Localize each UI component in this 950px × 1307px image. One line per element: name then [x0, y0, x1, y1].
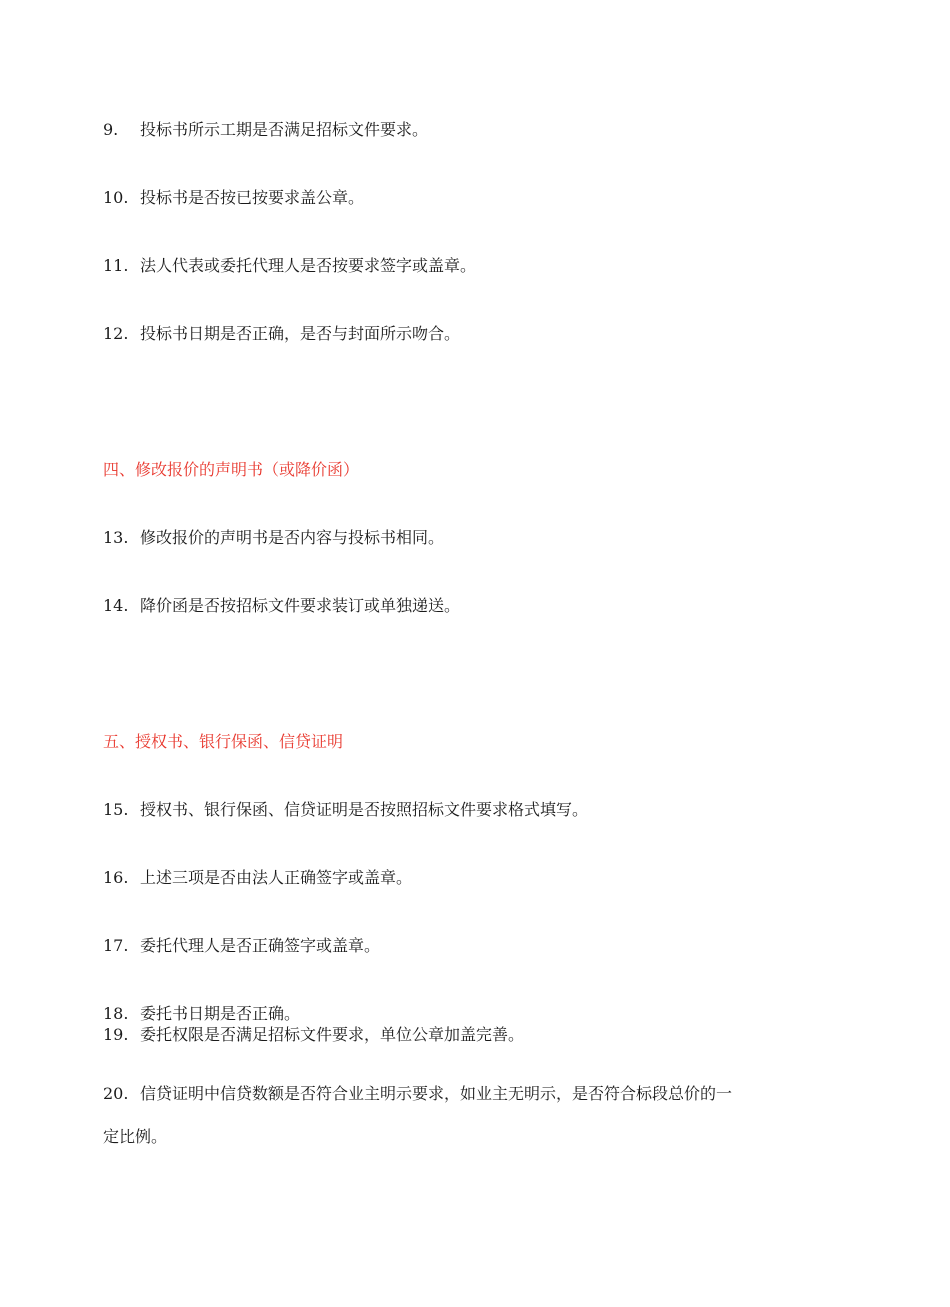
item-number: 13.	[103, 528, 129, 547]
list-item	[103, 595, 460, 617]
list-item-multiline	[103, 1083, 838, 1148]
item-text: 法人代表或委托代理人是否按要求签字或盖章。	[140, 256, 477, 275]
item-number: 11.	[103, 256, 129, 275]
item-text: 降价函是否按招标文件要求装订或单独递送。	[140, 596, 461, 615]
item-text: 信贷证明中信贷数额是否符合业主明示要求，如业主无明示，是否符合标段总价的一	[140, 1084, 733, 1103]
list-item	[103, 935, 380, 957]
section-heading: 四、修改报价的声明书（或降价函）	[103, 460, 360, 479]
section-heading: 五、授权书、银行保函、信贷证明	[103, 732, 344, 751]
item-text: 投标书是否按已按要求盖公章。	[140, 188, 365, 207]
list-item	[103, 799, 588, 821]
list-item	[103, 1003, 300, 1025]
item-number: 20.	[103, 1084, 129, 1103]
item-line-1	[103, 1083, 838, 1105]
list-item	[103, 527, 444, 549]
item-number: 12.	[103, 324, 129, 343]
list-item	[103, 119, 428, 141]
item-text: 修改报价的声明书是否内容与投标书相同。	[140, 528, 445, 547]
item-number: 10.	[103, 188, 129, 207]
item-text: 授权书、银行保函、信贷证明是否按照招标文件要求格式填写。	[140, 800, 589, 819]
item-number: 17.	[103, 936, 129, 955]
item-text: 投标书日期是否正确，是否与封面所示吻合。	[140, 324, 461, 343]
item-number: 16.	[103, 868, 129, 887]
item-text: 上述三项是否由法人正确签字或盖章。	[140, 868, 413, 887]
list-item	[103, 187, 364, 209]
item-text: 投标书所示工期是否满足招标文件要求。	[140, 120, 429, 139]
list-item	[103, 323, 460, 345]
item-text: 委托书日期是否正确。	[140, 1004, 301, 1023]
list-item	[103, 255, 476, 277]
item-text: 委托代理人是否正确签字或盖章。	[140, 936, 381, 955]
item-text: 委托权限是否满足招标文件要求，单位公章加盖完善。	[140, 1025, 525, 1044]
item-number: 19.	[103, 1025, 129, 1044]
item-number: 14.	[103, 596, 129, 615]
list-item	[103, 867, 412, 889]
item-line-2: 定比例。	[103, 1127, 168, 1146]
item-number: 9.	[103, 120, 119, 139]
list-item	[103, 1024, 524, 1046]
item-number: 15.	[103, 800, 129, 819]
item-number: 18.	[103, 1004, 129, 1023]
